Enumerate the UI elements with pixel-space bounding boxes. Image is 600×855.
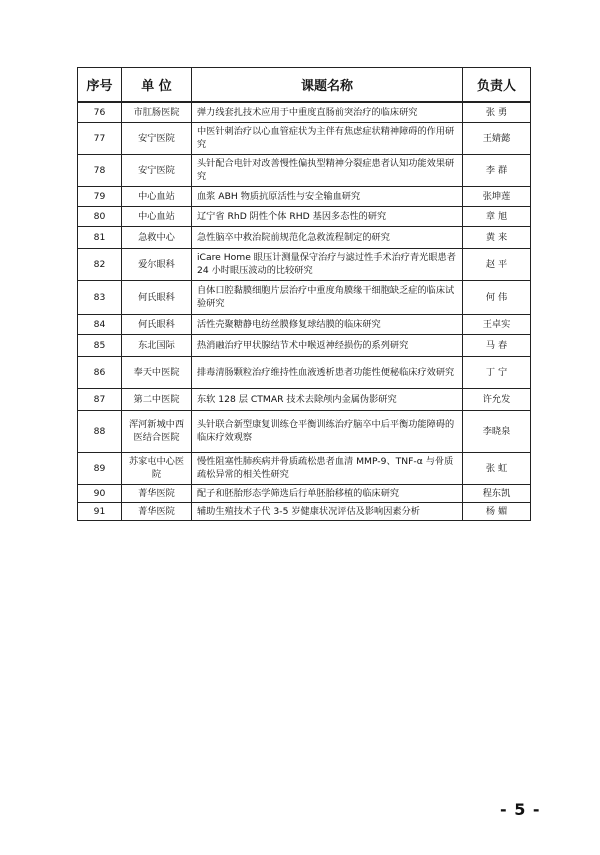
project-title-cell: 急性脑卒中救治院前规范化急救流程制定的研究 xyxy=(192,226,463,248)
person-in-charge-cell: 章 旭 xyxy=(463,206,531,226)
person-in-charge-cell: 张 虹 xyxy=(463,452,531,484)
serial-number-cell: 79 xyxy=(78,186,122,206)
project-title-cell: 头针配合电针对改善慢性偏执型精神分裂症患者认知功能效果研究 xyxy=(192,154,463,186)
person-in-charge-cell: 杨 媚 xyxy=(463,502,531,520)
header-project-title: 课题名称 xyxy=(192,68,463,103)
person-in-charge-cell: 王卓实 xyxy=(463,314,531,334)
table-row xyxy=(78,102,531,122)
table-row xyxy=(78,388,531,410)
serial-number-cell: 81 xyxy=(78,226,122,248)
serial-number-cell: 78 xyxy=(78,154,122,186)
serial-number-cell: 82 xyxy=(78,248,122,280)
project-title-cell: 排毒清肠颗粒治疗维持性血液透析患者功能性便秘临床疗效研究 xyxy=(192,356,463,388)
unit-cell: 急救中心 xyxy=(122,226,192,248)
project-title-cell: 自体口腔黏膜细胞片层治疗中重度角膜缘干细胞缺乏症的临床试验研究 xyxy=(192,280,463,314)
serial-number-cell: 91 xyxy=(78,502,122,520)
project-title-cell: 活性壳聚糖静电纺丝膜修复球结膜的临床研究 xyxy=(192,314,463,334)
unit-cell: 中心血站 xyxy=(122,186,192,206)
table-row xyxy=(78,154,531,186)
unit-cell: 何氏眼科 xyxy=(122,280,192,314)
person-in-charge-cell: 李晓泉 xyxy=(463,410,531,452)
project-title-cell: 辅助生殖技术子代 3-5 岁健康状况评估及影响因素分析 xyxy=(192,502,463,520)
serial-number-cell: 84 xyxy=(78,314,122,334)
table-row xyxy=(78,206,531,226)
serial-number-cell: 86 xyxy=(78,356,122,388)
table-row xyxy=(78,502,531,520)
unit-cell: 菁华医院 xyxy=(122,484,192,502)
project-title-cell: 中医针刺治疗以心血管症状为主伴有焦虑症状精神障碍的作用研究 xyxy=(192,122,463,154)
unit-cell: 何氏眼科 xyxy=(122,314,192,334)
table-header-row xyxy=(78,68,531,103)
table-row xyxy=(78,452,531,484)
table-row xyxy=(78,122,531,154)
unit-cell: 安宁医院 xyxy=(122,154,192,186)
unit-cell: 苏家屯中心医院 xyxy=(122,452,192,484)
unit-cell: 市肛肠医院 xyxy=(122,102,192,122)
unit-cell: 奉天中医院 xyxy=(122,356,192,388)
unit-cell: 第二中医院 xyxy=(122,388,192,410)
person-in-charge-cell: 张 勇 xyxy=(463,102,531,122)
project-title-cell: 血浆 ABH 物质抗原活性与安全输血研究 xyxy=(192,186,463,206)
person-in-charge-cell: 张坤莲 xyxy=(463,186,531,206)
header-unit: 单 位 xyxy=(122,68,192,103)
table-row xyxy=(78,248,531,280)
table-row xyxy=(78,314,531,334)
page-number: - 5 - xyxy=(500,800,541,819)
serial-number-cell: 80 xyxy=(78,206,122,226)
project-title-cell: 头针联合新型康复训练仓平衡训练治疗脑卒中后平衡功能障碍的临床疗效观察 xyxy=(192,410,463,452)
person-in-charge-cell: 李 群 xyxy=(463,154,531,186)
project-title-cell: 热消融治疗甲状腺结节术中喉返神经损伤的系列研究 xyxy=(192,334,463,356)
project-title-cell: 东软 128 层 CTMAR 技术去除颅内金属伪影研究 xyxy=(192,388,463,410)
serial-number-cell: 85 xyxy=(78,334,122,356)
serial-number-cell: 87 xyxy=(78,388,122,410)
serial-number-cell: 90 xyxy=(78,484,122,502)
project-title-cell: iCare Home 眼压计测量保守治疗与滤过性手术治疗青光眼患者 24 小时眼压波动的比较研究 xyxy=(192,248,463,280)
person-in-charge-cell: 王婧懿 xyxy=(463,122,531,154)
project-title-cell: 配子和胚胎形态学筛选后行单胚胎移植的临床研究 xyxy=(192,484,463,502)
person-in-charge-cell: 程东凯 xyxy=(463,484,531,502)
table-row xyxy=(78,484,531,502)
unit-cell: 中心血站 xyxy=(122,206,192,226)
person-in-charge-cell: 马 春 xyxy=(463,334,531,356)
person-in-charge-cell: 何 伟 xyxy=(463,280,531,314)
table-row xyxy=(78,186,531,206)
unit-cell: 浑河新城中西医结合医院 xyxy=(122,410,192,452)
project-title-cell: 弹力线套扎技术应用于中重度直肠前突治疗的临床研究 xyxy=(192,102,463,122)
table-row xyxy=(78,356,531,388)
project-title-cell: 慢性阻塞性肺疾病并骨质疏松患者血清 MMP-9、TNF-α 与骨质疏松异常的相关性研究 xyxy=(192,452,463,484)
unit-cell: 东北国际 xyxy=(122,334,192,356)
header-person-in-charge: 负责人 xyxy=(463,68,531,103)
serial-number-cell: 89 xyxy=(78,452,122,484)
table-row xyxy=(78,410,531,452)
header-serial-number: 序号 xyxy=(78,68,122,103)
person-in-charge-cell: 许允发 xyxy=(463,388,531,410)
person-in-charge-cell: 赵 平 xyxy=(463,248,531,280)
serial-number-cell: 83 xyxy=(78,280,122,314)
serial-number-cell: 77 xyxy=(78,122,122,154)
unit-cell: 爱尔眼科 xyxy=(122,248,192,280)
table-row xyxy=(78,334,531,356)
unit-cell: 安宁医院 xyxy=(122,122,192,154)
serial-number-cell: 88 xyxy=(78,410,122,452)
table-row xyxy=(78,280,531,314)
serial-number-cell: 76 xyxy=(78,102,122,122)
unit-cell: 菁华医院 xyxy=(122,502,192,520)
person-in-charge-cell: 黄 来 xyxy=(463,226,531,248)
person-in-charge-cell: 丁 宁 xyxy=(463,356,531,388)
table-row xyxy=(78,226,531,248)
project-title-cell: 辽宁省 RhD 阴性个体 RHD 基因多态性的研究 xyxy=(192,206,463,226)
research-projects-table xyxy=(77,67,531,521)
